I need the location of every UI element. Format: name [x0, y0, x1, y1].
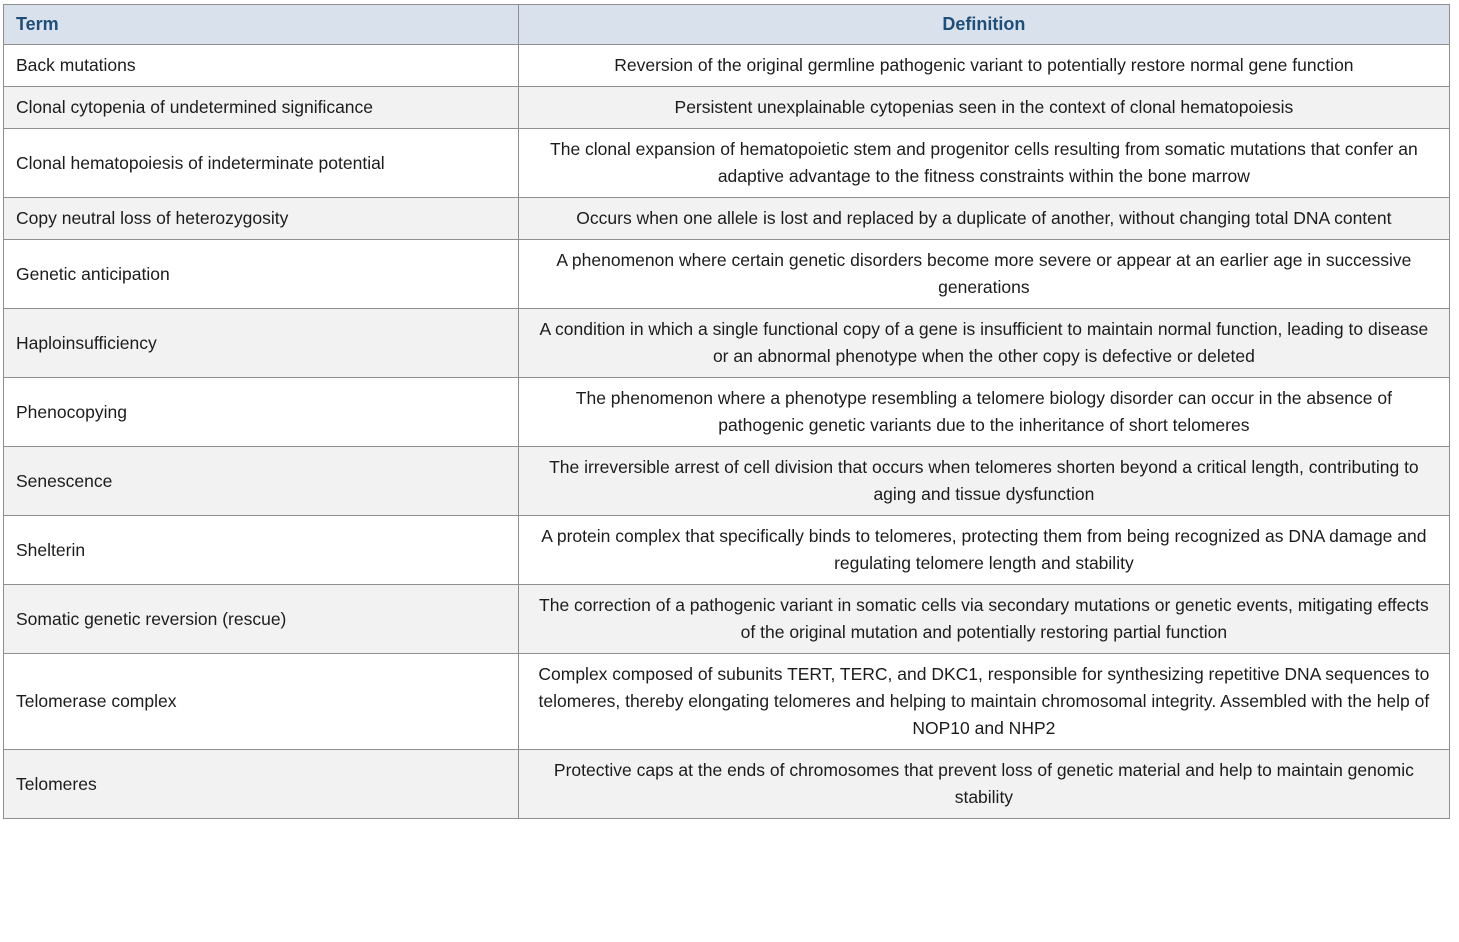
definition-column-header: Definition: [518, 5, 1449, 45]
definition-cell: Occurs when one allele is lost and replaced by a duplicate of another, without changing total DNA content: [518, 198, 1449, 240]
definition-cell: Protective caps at the ends of chromosomes that prevent loss of genetic material and help to maintain genomic stability: [518, 750, 1449, 819]
definition-cell: The correction of a pathogenic variant in somatic cells via secondary mutations or genetic events, mitigating effects of the original mutation and potentially restoring partial function: [518, 585, 1449, 654]
definition-cell: Persistent unexplainable cytopenias seen in the context of clonal hematopoiesis: [518, 87, 1449, 129]
term-cell: Telomerase complex: [4, 654, 519, 750]
definition-cell: The irreversible arrest of cell division that occurs when telomeres shorten beyond a critical length, contributing to aging and tissue dysfunction: [518, 447, 1449, 516]
term-cell: Haploinsufficiency: [4, 309, 519, 378]
term-cell: Clonal cytopenia of undetermined significance: [4, 87, 519, 129]
table-row: [4, 87, 1450, 129]
term-column-header: Term: [4, 5, 519, 45]
definition-cell: A phenomenon where certain genetic disorders become more severe or appear at an earlier age in successive generations: [518, 240, 1449, 309]
term-cell: Copy neutral loss of heterozygosity: [4, 198, 519, 240]
term-cell: Genetic anticipation: [4, 240, 519, 309]
definition-cell: A condition in which a single functional copy of a gene is insufficient to maintain normal function, leading to disease or an abnormal phenotype when the other copy is defective or deleted: [518, 309, 1449, 378]
table-row: [4, 447, 1450, 516]
table-row: [4, 585, 1450, 654]
table-row: [4, 654, 1450, 750]
table-row: [4, 309, 1450, 378]
table-row: [4, 516, 1450, 585]
header-row: [4, 5, 1450, 45]
definition-cell: Complex composed of subunits TERT, TERC, and DKC1, responsible for synthesizing repetitive DNA sequences to telomeres, thereby elongating telomeres and helping to maintain chromosomal integrity. Assembled with the help of NOP10 and NHP2: [518, 654, 1449, 750]
definition-cell: The phenomenon where a phenotype resembling a telomere biology disorder can occur in the absence of pathogenic genetic variants due to the inheritance of short telomeres: [518, 378, 1449, 447]
term-cell: Phenocopying: [4, 378, 519, 447]
term-cell: Senescence: [4, 447, 519, 516]
term-cell: Back mutations: [4, 45, 519, 87]
term-cell: Somatic genetic reversion (rescue): [4, 585, 519, 654]
table-row: [4, 129, 1450, 198]
table-row: [4, 378, 1450, 447]
table-row: [4, 45, 1450, 87]
table-row: [4, 198, 1450, 240]
term-cell: Telomeres: [4, 750, 519, 819]
glossary-table: [3, 4, 1450, 819]
table-row: [4, 750, 1450, 819]
definition-cell: Reversion of the original germline pathogenic variant to potentially restore normal gene function: [518, 45, 1449, 87]
table-row: [4, 240, 1450, 309]
term-cell: Clonal hematopoiesis of indeterminate potential: [4, 129, 519, 198]
definition-cell: A protein complex that specifically binds to telomeres, protecting them from being recognized as DNA damage and regulating telomere length and stability: [518, 516, 1449, 585]
definition-cell: The clonal expansion of hematopoietic stem and progenitor cells resulting from somatic mutations that confer an adaptive advantage to the fitness constraints within the bone marrow: [518, 129, 1449, 198]
glossary-table-body: [4, 45, 1450, 819]
term-cell: Shelterin: [4, 516, 519, 585]
